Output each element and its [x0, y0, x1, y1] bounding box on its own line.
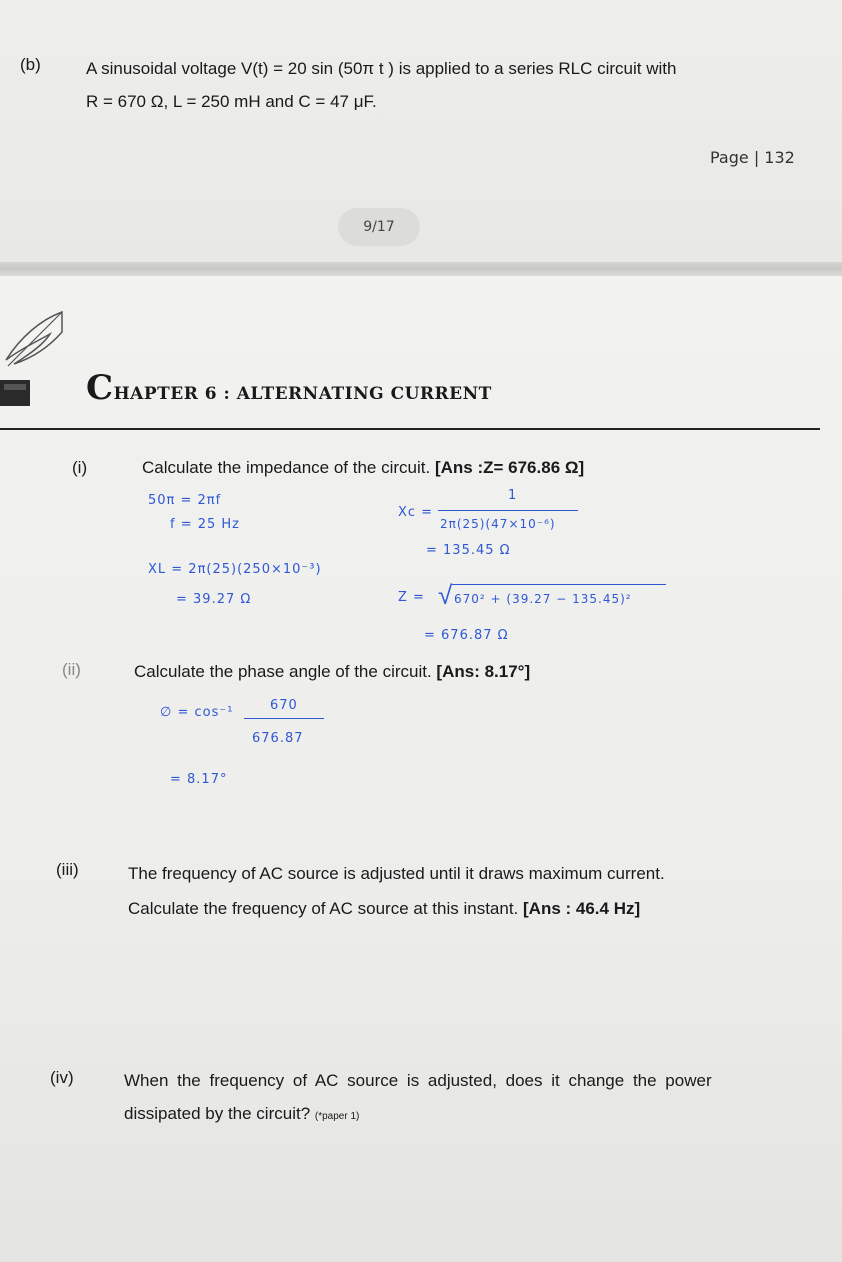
question-2-answer: [Ans: 8.17°]: [436, 662, 531, 681]
question-3-answer: [Ans : 46.4 Hz]: [523, 899, 641, 918]
chapter-rule: [0, 428, 820, 430]
hand-phi-denominator: 676.87: [252, 731, 304, 746]
hand-phi-numerator: 670: [270, 698, 298, 713]
hand-sqrt-symbol: √: [438, 580, 453, 610]
hand-xc-numerator: 1: [508, 488, 518, 503]
page-separator: [0, 262, 842, 276]
chapter-title-rest: HAPTER 6 : ALTERNATING CURRENT: [113, 384, 492, 404]
question-4-line-1: When the frequency of AC source is adjusted, does it change the power: [124, 1071, 712, 1090]
page-number-label: Page | 132: [710, 148, 795, 167]
hand-step-frequency: f = 25 Hz: [170, 517, 241, 532]
question-4-prompt: dissipated by the circuit?: [124, 1104, 311, 1123]
question-2-number: (ii): [62, 660, 81, 679]
question-1-number: (i): [72, 458, 88, 477]
page-indicator-text: 9/17: [363, 219, 395, 235]
hand-z-radicand: 670² + (39.27 − 135.45)²: [454, 592, 632, 606]
hand-step-xl-value: = 39.27 Ω: [176, 592, 252, 607]
hand-phi-lhs: ∅ = cos⁻¹: [160, 705, 234, 720]
hand-z-lhs: Z =: [398, 590, 425, 605]
question-3-line-2: [128, 899, 640, 919]
hand-step-xl: XL = 2π(25)(250×10⁻³): [148, 562, 322, 577]
hand-xc-value: = 135.45 Ω: [426, 543, 511, 558]
problem-label: (b): [20, 55, 41, 74]
question-4-number: (iv): [50, 1068, 74, 1087]
page-indicator: [338, 208, 420, 246]
question-3-number: (iii): [56, 860, 79, 879]
question-2-text: [134, 662, 530, 682]
hand-phi-fraction-bar: [244, 718, 324, 719]
question-4-note: (*paper 1): [314, 1111, 360, 1122]
hand-sqrt-bar: [452, 584, 666, 585]
question-1-answer: [Ans :Z= 676.86 Ω]: [434, 458, 585, 477]
hand-step-omega: 50π = 2πf: [148, 493, 222, 508]
problem-text-line-1: A sinusoidal voltage V(t) = 20 sin (50π t ) is applied to a series RLC circuit with: [86, 59, 677, 78]
question-2-prompt: Calculate the phase angle of the circuit.: [134, 662, 432, 681]
question-3-prompt: Calculate the frequency of AC source at this instant.: [128, 899, 519, 918]
hand-z-value: = 676.87 Ω: [424, 628, 509, 643]
question-1-text: [142, 458, 584, 478]
question-1-prompt: Calculate the impedance of the circuit.: [142, 458, 431, 477]
feather-book-logo: [0, 308, 80, 408]
hand-xc-fraction-bar: [438, 510, 578, 511]
previous-page-area: [0, 0, 842, 262]
hand-xc-denominator: 2π(25)(47×10⁻⁶): [440, 517, 556, 531]
problem-text-line-2: R = 670 Ω, L = 250 mH and C = 47 μF.: [86, 92, 377, 111]
chapter-title: [86, 368, 492, 408]
chapter-initial: C: [86, 368, 114, 408]
question-3-line-1: The frequency of AC source is adjusted until it draws maximum current.: [128, 864, 665, 883]
hand-phi-value: = 8.17°: [170, 772, 228, 787]
hand-xc-lhs: Xc =: [398, 505, 434, 520]
question-4-line-2: [124, 1104, 359, 1124]
